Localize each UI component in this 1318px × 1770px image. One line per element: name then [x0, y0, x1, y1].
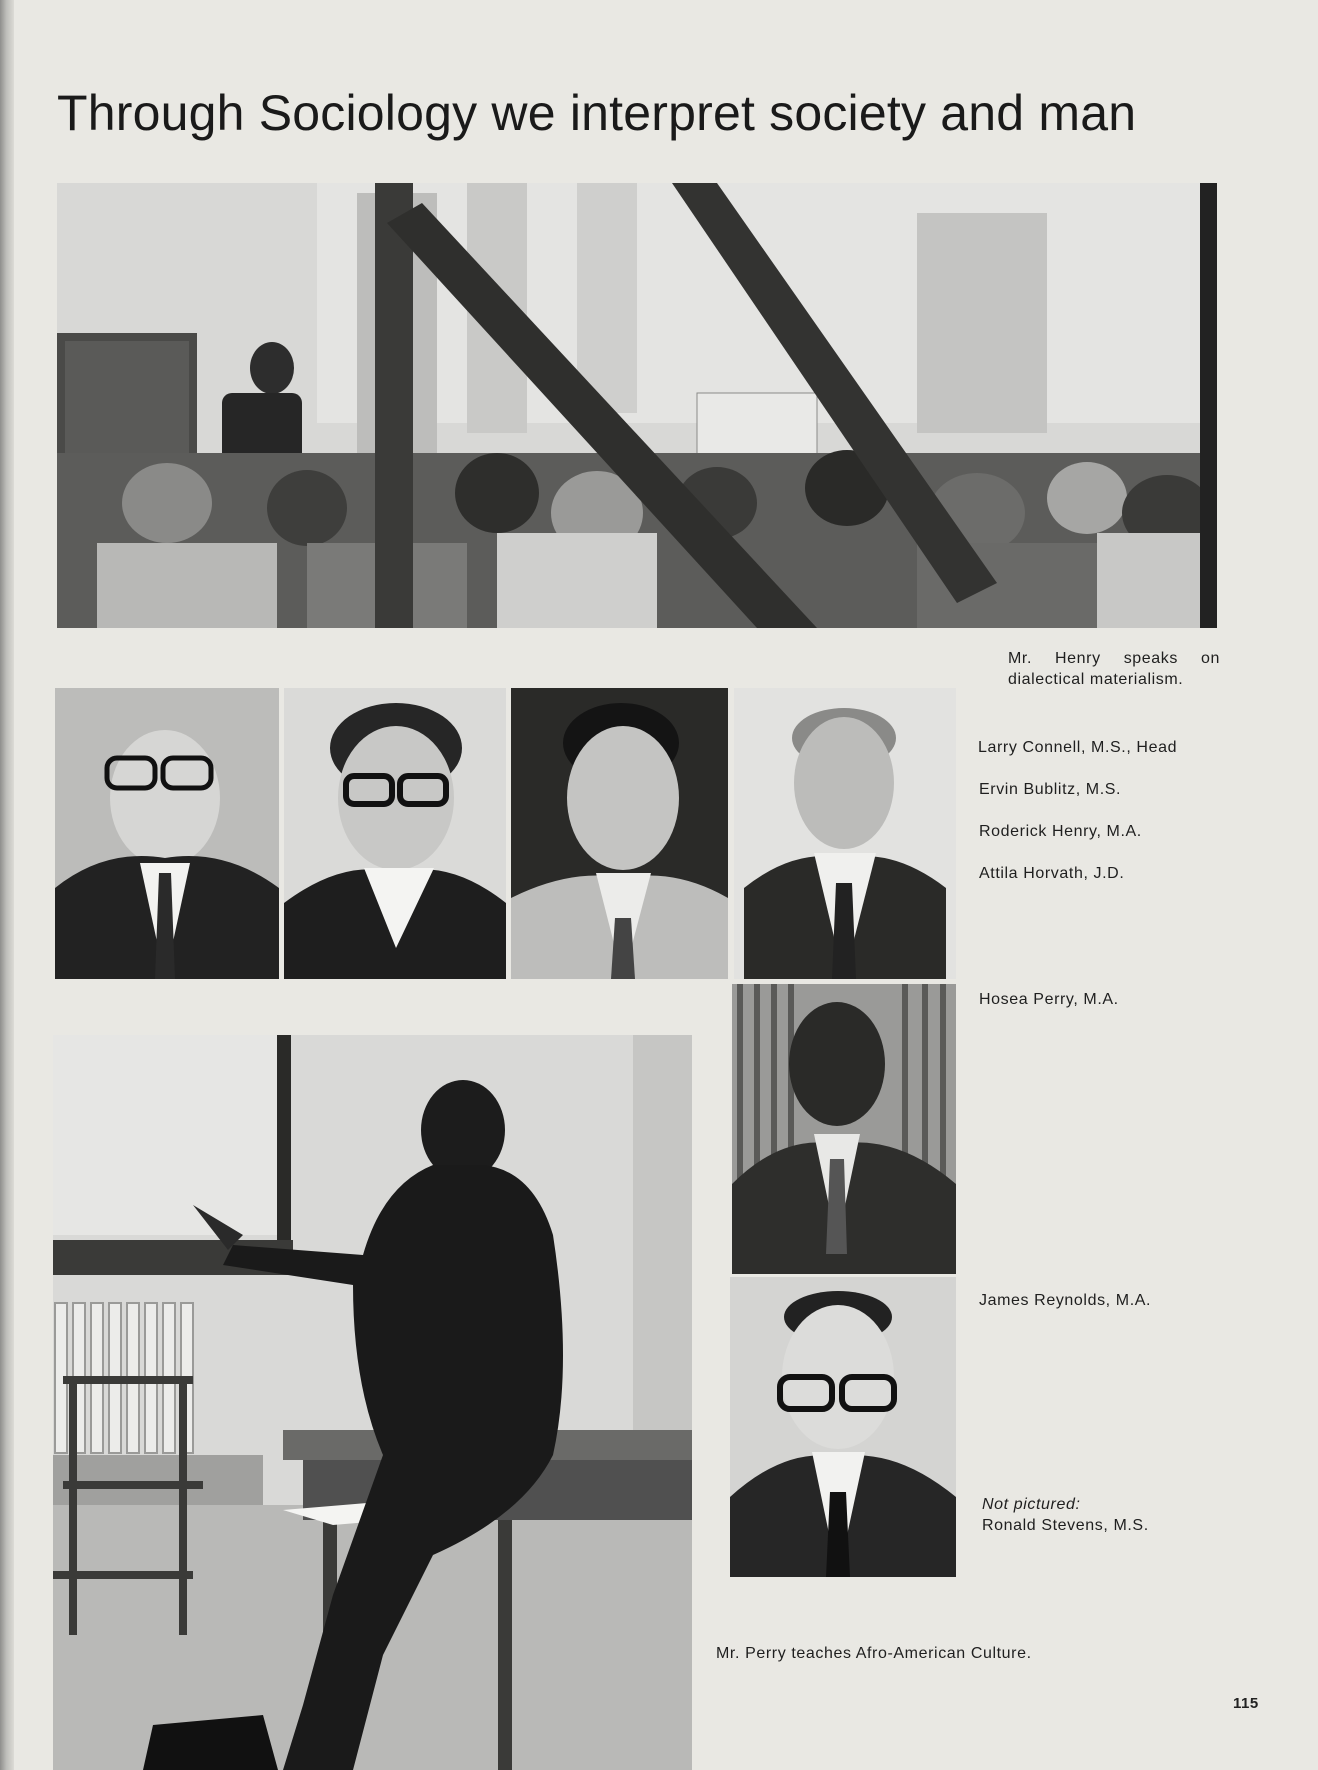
page-spine-shadow — [0, 0, 14, 1770]
lecture-photo-caption: Mr. Henry speaks on dialectical materialism. — [1008, 650, 1220, 688]
portrait-roderick-henry — [511, 688, 728, 979]
portrait-james-reynolds — [730, 1277, 956, 1577]
page-title: Through Sociology we interpret society and man — [57, 85, 1137, 141]
portrait-attila-horvath — [734, 688, 956, 979]
faculty-name: Larry Connell, M.S., Head — [978, 739, 1178, 756]
faculty-name: Hosea Perry, M.A. — [979, 991, 1119, 1008]
faculty-name: Roderick Henry, M.A. — [979, 823, 1142, 840]
not-pictured-name: Ronald Stevens, M.S. — [982, 1517, 1149, 1534]
classroom-lecture-photo — [57, 183, 1217, 628]
faculty-name: Attila Horvath, J.D. — [979, 865, 1125, 882]
portrait-larry-connell — [55, 688, 279, 979]
portrait-ervin-bublitz — [284, 688, 506, 979]
faculty-name: Ervin Bublitz, M.S. — [979, 781, 1122, 798]
perry-teaching-photo — [53, 1035, 692, 1770]
portrait-hosea-perry — [732, 984, 956, 1274]
perry-photo-caption: Mr. Perry teaches Afro-American Culture. — [716, 1645, 1032, 1662]
page-number: 115 — [1233, 1695, 1259, 1712]
faculty-name: James Reynolds, M.A. — [979, 1292, 1152, 1309]
not-pictured-label: Not pictured: — [982, 1496, 1081, 1513]
